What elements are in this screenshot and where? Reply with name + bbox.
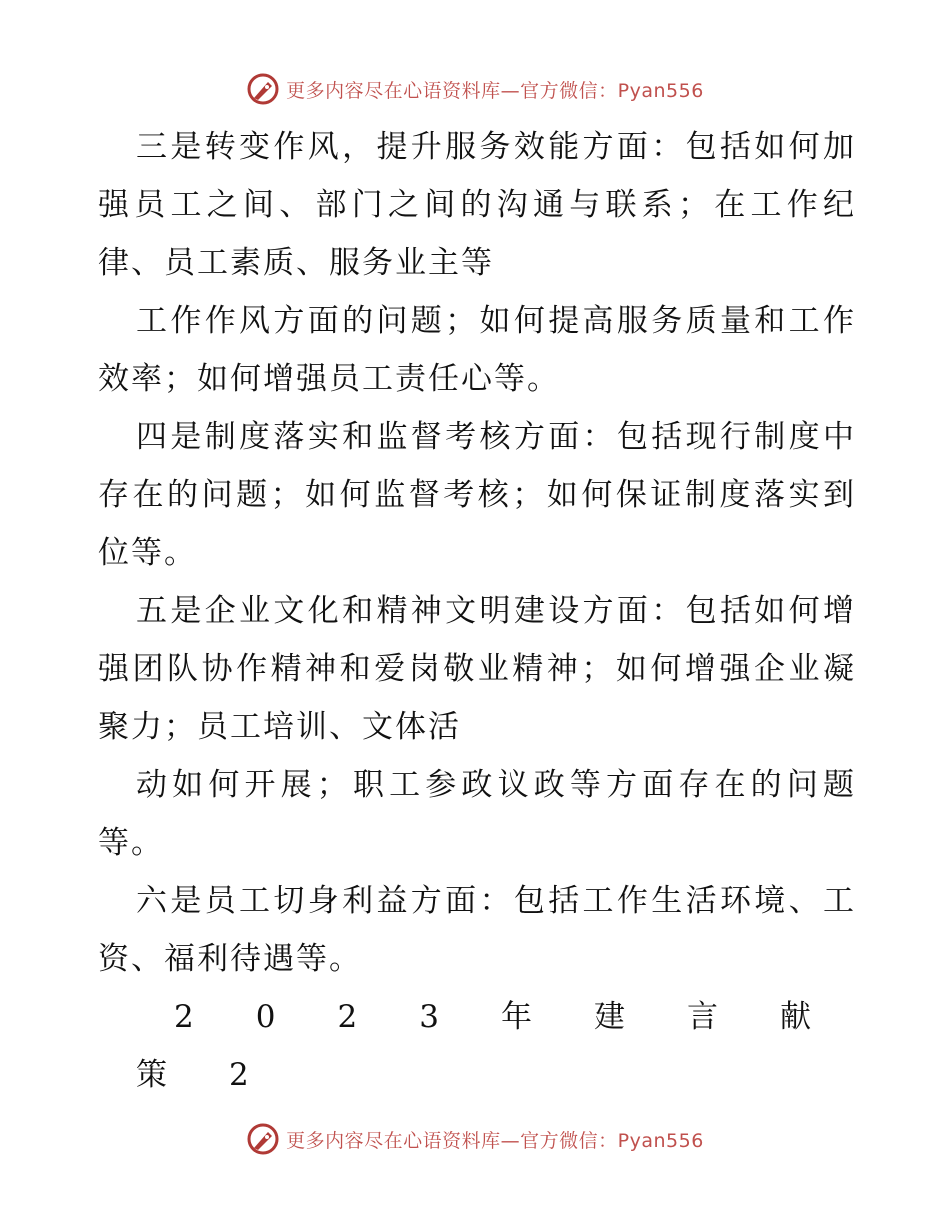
watermark-text: 更多内容尽在心语资料库—官方微信：Pyan556 [286,1129,704,1152]
pen-nib-circle-icon [246,1122,280,1156]
heading-char: 2 [229,1057,249,1093]
heading-char: 年 [500,999,532,1035]
paragraph-benefits-section: 六是员工切身利益方面：包括工作生活环境、工资、福利待遇等。 [98,883,856,977]
watermark-header [0,72,950,106]
heading-char: 言 [686,999,718,1035]
heading-char: 建 [593,999,625,1035]
document-body [98,118,856,1104]
paragraph-style-continued: 工作作风方面的问题；如何提高服务质量和工作效率；如何增强员工责任心等。 [98,303,856,397]
heading-char: 献 [779,999,811,1035]
paragraph-system-section: 四是制度落实和监督考核方面：包括现行制度中存在的问题；如何监督考核；如何保证制度落实到位等。 [98,419,856,571]
heading-char: 0 [255,999,276,1035]
heading-char: 3 [419,999,439,1035]
watermark-footer [0,1122,950,1156]
paragraph-culture-section: 五是企业文化和精神文明建设方面：包括如何增强团队协作精神和爱岗敬业精神；如何增强企业凝聚力；员工培训、文体活 [98,593,856,745]
section-heading [98,988,856,1104]
paragraph-style-section: 三是转变作风，提升服务效能方面：包括如何加强员工之间、部门之间的沟通与联系；在工作纪律、员工素质、服务业主等 [98,129,856,281]
heading-char: 2 [337,999,358,1035]
heading-char: 策 [136,1057,167,1093]
heading-char: 2 [174,999,194,1035]
paragraph-culture-continued: 动如何开展；职工参政议政等方面存在的问题等。 [98,767,856,861]
watermark-text: 更多内容尽在心语资料库—官方微信：Pyan556 [286,79,704,102]
pen-nib-circle-icon [246,72,280,106]
